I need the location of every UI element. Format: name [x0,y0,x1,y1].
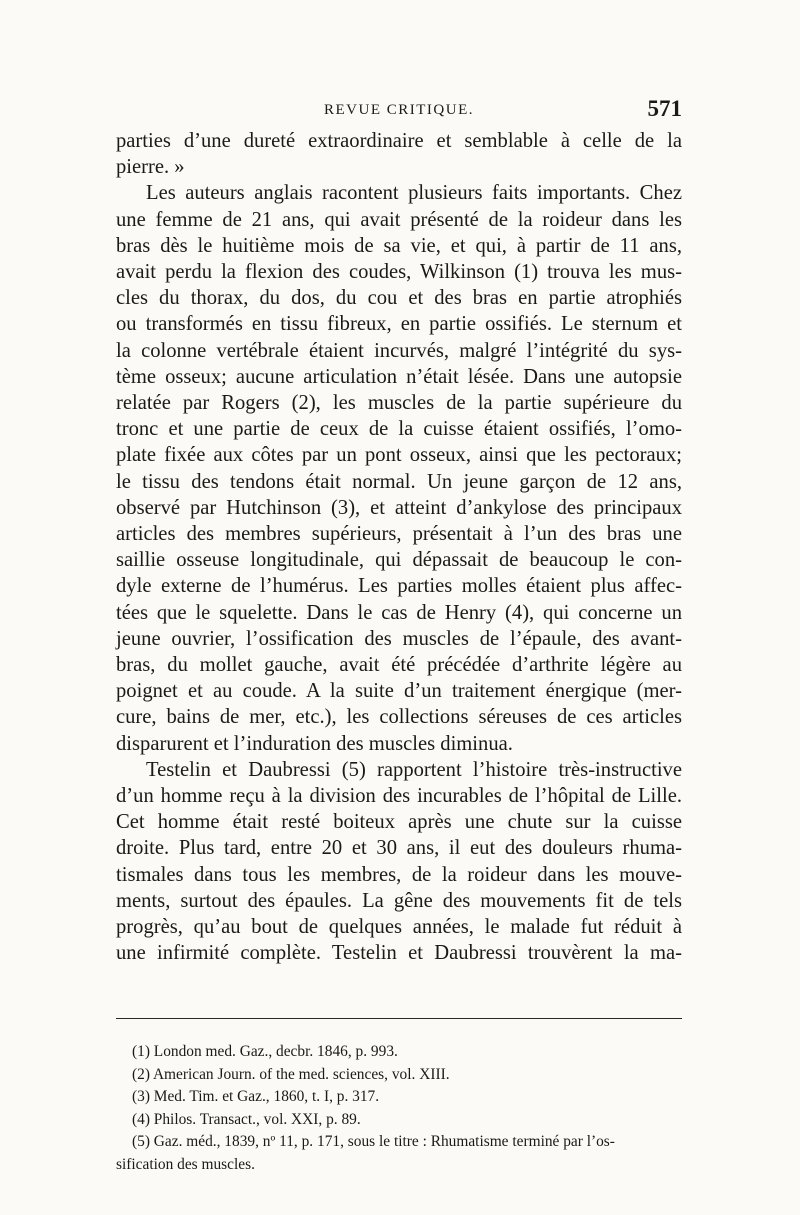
text-line: cles du thorax, du dos, du cou et des bras en partie atrophiés [116,287,682,310]
text-line: disparurent et l’induration des muscles diminua. [116,732,513,755]
text-line: une infirmité complète. Testelin et Daubressi trouvèrent la ma- [116,942,682,965]
text-line: parties d’une dureté extraordinaire et semblable à celle de la [116,130,682,152]
page-number: 571 [647,96,682,121]
text-line: tronc et une partie de ceux de la cuisse étaient ossifiés, l’omo- [116,418,682,441]
footnote-continuation: sification des muscles. [116,1155,255,1173]
text-line: avait perdu la flexion des coudes, Wilkinson (1) trouva les mus- [116,261,682,284]
text-line: relatée par Rogers (2), les muscles de la partie supérieure du [116,392,682,415]
text-line: la colonne vertébrale étaient incurvés, malgré l’intégrité du sys- [116,339,682,362]
text-line: tismales dans tous les membres, de la roideur dans les mouve- [116,863,682,886]
text-line: articles des membres supérieurs, présentait à l’un des bras une [116,523,682,546]
footnote: (1) London med. Gaz., decbr. 1846, p. 993. [132,1043,398,1060]
footnote: (2) American Journ. of the med. sciences, vol. XIII. [132,1065,450,1083]
text-line: une femme de 21 ans, qui avait présenté de la roideur dans les [116,208,682,231]
text-line: le tissu des tendons était normal. Un jeune garçon de 12 ans, [116,470,682,493]
text-line: d’un homme reçu à la division des incurables de l’hôpital de Lille. [116,785,682,808]
text-line: bras, du mollet gauche, avait été précédée d’arthrite légère au [116,654,682,677]
text-line: progrès, qu’au bout de quelques années, le malade fut réduit à [116,916,682,939]
footnote-rule [116,1018,682,1019]
footnote: (5) Gaz. méd., 1839, nº 11, p. 171, sous le titre : Rhumatisme terminé par l’os- [132,1133,615,1151]
footnotes [116,1041,682,1177]
text-line: observé par Hutchinson (3), et atteint d’ankylose des principaux [116,496,682,519]
text-line: ments, surtout des épaules. La gêne des mouvements fit de tels [116,889,682,912]
text-line: jeune ouvrier, l’ossification des muscles de l’épaule, des avant- [116,627,682,650]
text-line: tées que le squelette. Dans le cas de Henry (4), qui concerne un [116,601,682,624]
text-line: Testelin et Daubressi (5) rapportent l’histoire très-instructive [146,758,682,781]
footnote: (4) Philos. Transact., vol. XXI, p. 89. [132,1110,361,1128]
running-title: REVUE CRITIQUE. [324,102,474,118]
text-line: dyle externe de l’humérus. Les parties molles étaient plus affec- [116,575,682,598]
text-line: ou transformés en tissu fibreux, en partie ossifiés. Le sternum et [116,313,682,336]
text-line: plate fixée aux côtes par un pont osseux, ainsi que les pectoraux; [116,444,682,467]
text-line: Les auteurs anglais racontent plusieurs faits importants. Chez [146,182,682,205]
text-line: saillie osseuse longitudinale, qui dépassait de beaucoup le con- [116,549,682,572]
text-line: cure, bains de mer, etc.), les collections séreuses de ces articles [116,706,682,729]
page-header [116,96,682,126]
text-line: pierre. » [116,156,185,179]
text-line: Cet homme était resté boiteux après une chute sur la cuisse [116,811,682,834]
text-line: bras dès le huitième mois de sa vie, et qui, à partir de 11 ans, [116,234,682,257]
text-line: droite. Plus tard, entre 20 et 30 ans, il eut des douleurs rhuma- [116,837,682,860]
body-text [116,128,682,967]
text-line: poignet et au coude. A la suite d’un traitement énergique (mer- [116,680,682,703]
text-line: tème osseux; aucune articulation n’était lésée. Dans une autopsie [116,365,682,388]
footnote: (3) Med. Tim. et Gaz., 1860, t. I, p. 317. [132,1088,380,1106]
